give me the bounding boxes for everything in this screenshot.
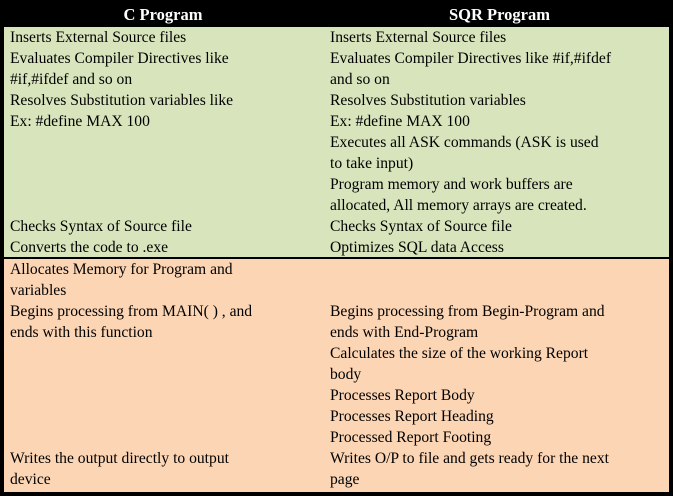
c-step: ends with this function (10, 324, 153, 341)
sqr-step: and so on (330, 71, 390, 88)
sqr-step: Begins processing from Begin-Program and (330, 303, 605, 320)
sqr-step: Ex: #define MAX 100 (330, 113, 470, 130)
sqr-step: allocated, All memory arrays are created. (330, 197, 587, 214)
c-step: device (10, 471, 51, 488)
c-execution-steps (10, 259, 316, 490)
c-step: #if,#ifdef and so on (10, 71, 133, 88)
c-step (10, 132, 316, 153)
execution-stage-section (4, 259, 669, 492)
c-step (10, 364, 316, 385)
c-step: Writes the output directly to output (10, 450, 229, 467)
c-step: Evaluates Compiler Directives like (10, 50, 229, 67)
c-step (10, 174, 316, 195)
sqr-compile-steps (330, 27, 665, 258)
sqr-execution-steps (330, 259, 665, 490)
c-step (10, 427, 316, 448)
c-step (10, 153, 316, 174)
compile-stage-section (4, 27, 669, 257)
c-step: Ex: #define MAX 100 (10, 113, 150, 130)
c-step: Begins processing from MAIN( ) , and (10, 303, 253, 320)
sqr-step: Processed Report Footing (330, 429, 492, 446)
sqr-step: Checks Syntax of Source file (330, 218, 512, 235)
sqr-step: Inserts External Source files (330, 29, 507, 46)
sqr-step: ends with End-Program (330, 324, 479, 341)
c-step (10, 195, 316, 216)
sqr-step: Processes Report Heading (330, 408, 494, 425)
sqr-step: Program memory and work buffers are (330, 176, 573, 193)
sqr-step: Calculates the size of the working Report (330, 345, 589, 362)
sqr-step (330, 259, 665, 280)
c-step: Resolves Substitution variables like (10, 92, 234, 109)
header-c-program: C Program (123, 5, 203, 24)
sqr-step: Resolves Substitution variables (330, 92, 526, 109)
sqr-step: page (330, 471, 360, 488)
table-header (2, 4, 671, 26)
c-step: Allocates Memory for Program and (10, 261, 233, 278)
sqr-step: Processes Report Body (330, 387, 475, 404)
sqr-step (330, 280, 665, 301)
c-step: variables (10, 282, 67, 299)
sqr-step: Evaluates Compiler Directives like #if,#ifdef (330, 50, 612, 67)
sqr-step: Optimizes SQL data Access (330, 239, 504, 256)
c-compile-steps (10, 27, 316, 258)
c-step: Checks Syntax of Source file (10, 218, 192, 235)
sqr-step: to take input) (330, 155, 414, 172)
c-step (10, 343, 316, 364)
c-step (10, 406, 316, 427)
sqr-step: Executes all ASK commands (ASK is used (330, 134, 599, 151)
c-step: Converts the code to .exe (10, 239, 169, 256)
header-sqr-program: SQR Program (449, 5, 550, 24)
c-step (10, 385, 316, 406)
c-step: Inserts External Source files (10, 29, 187, 46)
sqr-step: body (330, 366, 362, 383)
sqr-step: Writes O/P to file and gets ready for the next (330, 450, 609, 467)
